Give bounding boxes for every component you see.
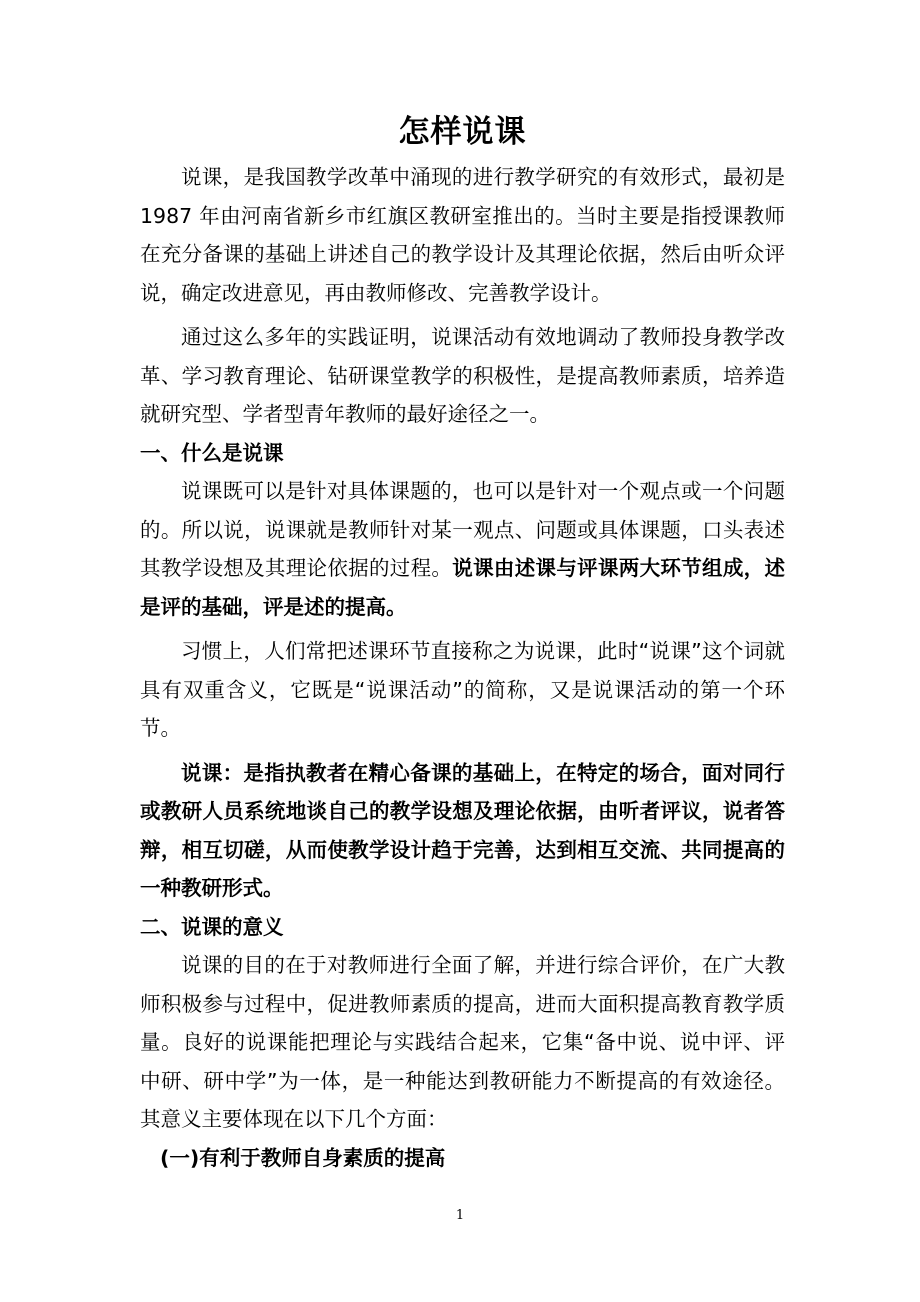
subsection-heading-1: (一)有利于教师自身素质的提高 xyxy=(160,1145,446,1170)
section2-paragraph-1: 说课的目的在于对教师进行全面了解，并进行综合评价，在广大教师积极参与过程中，促进教师素质的提高，进而大面积提高教育教学质量。良好的说课能把理论与实践结合起来，它集“备中说、说中评、评中研、研中学”为一体，是一种能达到教研能力不断提高的有效途径。其意义主要体现在以下几个方面： xyxy=(140,953,785,1131)
document-title: 怎样说课 xyxy=(398,114,527,150)
section1-paragraph-1-text: 说课既可以是针对具体课题的，也可以是针对一个观点或一个问题的。所以说，说课就是教师针对某一观点、问题或具体课题，口头表述其教学设想及其理论依据的过程。 xyxy=(140,479,785,580)
intro-paragraph-2: 通过这么多年的实践证明，说课活动有效地调动了教师投身教学改革、学习教育理论、钻研课堂教学的积极性，是提高教师素质，培养造就研究型、学者型青年教师的最好途径之一。 xyxy=(140,325,785,426)
document-body xyxy=(140,108,785,1177)
section1-paragraph-1-emphasis: 说课由述课与评课两大环节组成，述是评的基础，评是述的提高。 xyxy=(140,556,785,619)
intro-paragraph-1: 说课，是我国教学改革中涌现的进行教学研究的有效形式，最初是 1987 年由河南省新乡市红旗区教研室推出的。当时主要是指授课教师在充分备课的基础上讲述自己的教学设计及其理论依据，然后由听众评说，确定改进意见，再由教师修改、完善教学设计。 xyxy=(140,165,785,305)
page-number: 1 xyxy=(455,1208,465,1223)
section-heading-what-is: 一、什么是说课 xyxy=(140,440,284,465)
section1-paragraph-2: 习惯上，人们常把述课环节直接称之为说课，此时“说课”这个词就具有双重含义，它既是“说课活动”的简称，又是说课活动的第一个环节。 xyxy=(140,639,785,740)
section-heading-significance: 二、说课的意义 xyxy=(140,914,284,939)
section1-definition-paragraph: 说课：是指执教者在精心备课的基础上，在特定的场合，面对同行或教研人员系统地谈自己的教学设想及理论依据，由听者评议，说者答辩，相互切磋，从而使教学设计趋于完善，达到相互交流、共同提高的一种教研形式。 xyxy=(140,760,785,900)
section1-paragraph-1 xyxy=(140,472,785,626)
